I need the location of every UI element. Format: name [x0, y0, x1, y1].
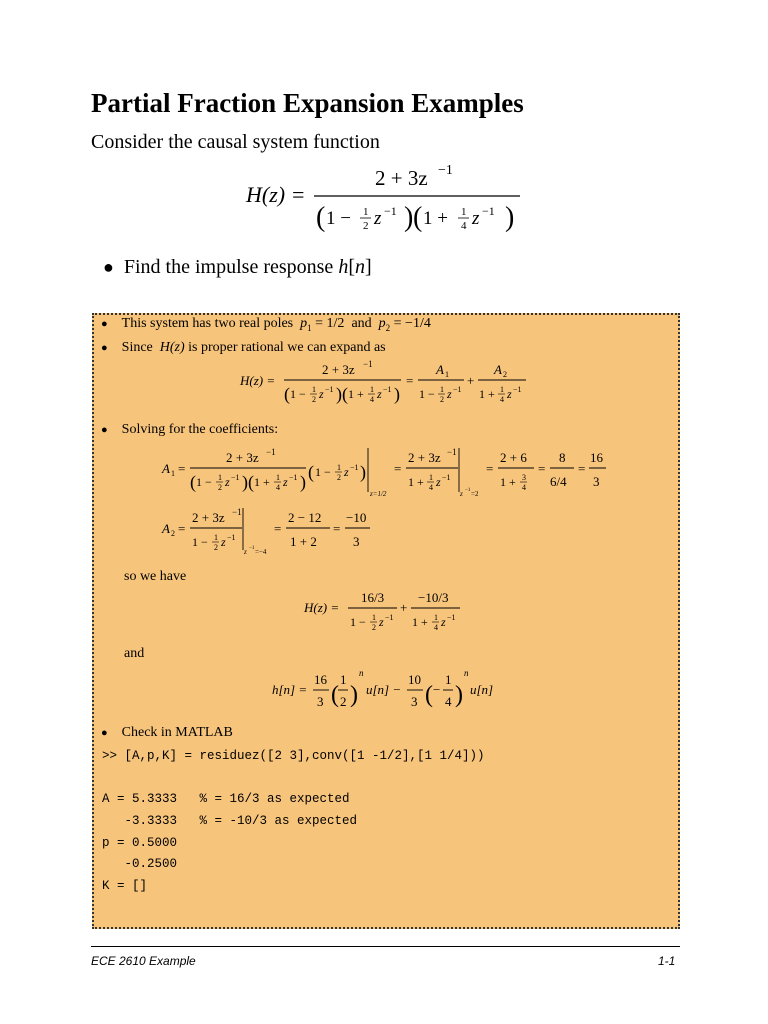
svg-text:3: 3 [522, 473, 526, 482]
svg-text:2: 2 [312, 395, 316, 404]
svg-text:1 −: 1 − [192, 535, 208, 549]
svg-text:z=1/2: z=1/2 [370, 490, 387, 498]
svg-text:1 +: 1 + [412, 615, 428, 629]
svg-text:−10/3: −10/3 [418, 590, 449, 605]
svg-text:16: 16 [590, 450, 603, 465]
svg-text:1: 1 [337, 463, 341, 472]
svg-text:2 + 6: 2 + 6 [500, 450, 527, 465]
svg-text:1: 1 [445, 370, 449, 379]
code-line-5: p = 0.5000 [102, 836, 178, 850]
svg-text:h[n] =: h[n] = [272, 682, 308, 697]
svg-text:1: 1 [218, 473, 222, 482]
paren-open-a: ( [316, 202, 326, 233]
page-title: Partial Fraction Expansion Examples [91, 88, 524, 118]
svg-text:1 +: 1 + [348, 387, 364, 401]
svg-text:): ) [300, 472, 306, 492]
svg-text:−1: −1 [266, 447, 276, 457]
svg-text:=: = [406, 373, 414, 388]
svg-text:−1: −1 [384, 204, 397, 218]
svg-text:3: 3 [317, 694, 324, 709]
svg-text:2 + 3z: 2 + 3z [226, 450, 259, 465]
svg-text:−1: −1 [289, 473, 298, 482]
svg-text:): ) [350, 682, 358, 708]
svg-text:A: A [436, 362, 444, 377]
paren-open-b: ( [413, 202, 423, 233]
eq-den-b: 1 + [423, 208, 448, 229]
svg-text:1: 1 [276, 473, 280, 482]
svg-text:H(z) =: H(z) = [304, 600, 340, 615]
eq-num-exp: −1 [438, 163, 453, 178]
svg-text:1: 1 [171, 469, 175, 478]
svg-text:(: ( [342, 384, 348, 404]
svg-text:1 −: 1 − [290, 387, 306, 401]
svg-text:z: z [447, 387, 452, 401]
svg-text:1 +: 1 + [408, 475, 424, 489]
svg-text:1 +: 1 + [500, 475, 516, 489]
svg-text:z: z [225, 475, 230, 489]
svg-text:2 + 3z: 2 + 3z [322, 362, 355, 377]
svg-text:1 +: 1 + [479, 387, 495, 401]
code-line-7: K = [] [102, 879, 148, 893]
svg-text:2: 2 [503, 370, 507, 379]
svg-text:1: 1 [370, 385, 374, 394]
svg-text:6/4: 6/4 [550, 474, 567, 489]
svg-text:z: z [221, 535, 226, 549]
svg-text:=: = [486, 461, 494, 476]
svg-text:−1: −1 [325, 385, 334, 394]
svg-text:z: z [319, 387, 324, 401]
code-line-3: A = 5.3333 % = 16/3 as expected [102, 792, 350, 806]
svg-text:−1: −1 [482, 204, 495, 218]
svg-text:2: 2 [337, 473, 341, 482]
svg-text:(: ( [425, 682, 433, 708]
svg-text:1 +: 1 + [254, 475, 270, 489]
code-line-4: -3.3333 % = -10/3 as expected [102, 814, 358, 828]
svg-text:8: 8 [559, 450, 566, 465]
svg-text:=: = [178, 461, 186, 476]
svg-text:−1: −1 [385, 613, 394, 622]
svg-text:1 −: 1 − [196, 475, 212, 489]
svg-text:−1: −1 [231, 473, 240, 482]
svg-text:=: = [538, 461, 546, 476]
svg-text:2: 2 [440, 395, 444, 404]
svg-text:z: z [472, 208, 480, 229]
svg-text:−: − [433, 682, 441, 697]
svg-text:1: 1 [429, 473, 433, 482]
svg-text:−1: −1 [227, 533, 236, 542]
bullet-dot: ● [103, 257, 114, 277]
svg-text:−10: −10 [346, 510, 367, 525]
svg-text:3: 3 [411, 694, 418, 709]
svg-text:4: 4 [370, 395, 374, 404]
svg-text:(: ( [308, 462, 314, 482]
bullet-solving: ● Solving for the coefficients: [101, 422, 279, 437]
svg-text:H(z) =: H(z) = [240, 373, 276, 388]
svg-text:+: + [467, 373, 475, 388]
svg-text:A: A [162, 521, 170, 536]
svg-text:1 −: 1 − [419, 387, 435, 401]
eq-den-a-fn: 1 [363, 206, 369, 218]
svg-text:2: 2 [372, 623, 376, 632]
svg-text:=: = [178, 521, 186, 536]
svg-text:−1: −1 [350, 463, 359, 472]
bullet-proper-rational: ● Since H(z) is proper rational we can expand as [101, 340, 386, 355]
impulse-response-equation [270, 666, 500, 716]
a1-equation [160, 444, 610, 500]
svg-text:16/3: 16/3 [361, 590, 385, 605]
svg-text:z: z [344, 465, 349, 479]
svg-text:1: 1 [500, 385, 504, 394]
svg-text:−1: −1 [465, 488, 471, 493]
svg-text:): ) [360, 462, 366, 482]
eq-den-a: 1 − [326, 208, 351, 229]
svg-text:4: 4 [522, 483, 526, 492]
svg-text:=2: =2 [471, 490, 479, 498]
paren-close-b: ) [505, 202, 515, 233]
expansion-equation [236, 358, 536, 410]
eq-lhs: H(z) = [246, 182, 306, 207]
svg-text:n: n [464, 668, 469, 678]
svg-text:z: z [377, 387, 382, 401]
footer-rule [91, 946, 680, 947]
svg-text:): ) [242, 472, 248, 492]
svg-text:z: z [283, 475, 288, 489]
svg-text:−1: −1 [453, 385, 462, 394]
a2-equation [160, 506, 420, 558]
svg-text:−1: −1 [363, 359, 373, 369]
svg-text:2: 2 [171, 529, 175, 538]
svg-text:n: n [359, 668, 364, 678]
svg-text:=: = [274, 521, 282, 536]
svg-text:=: = [394, 461, 402, 476]
svg-text:A: A [162, 461, 170, 476]
svg-text:): ) [336, 384, 342, 404]
svg-text:1: 1 [461, 206, 467, 218]
footer-page-number: 1-1 [658, 954, 676, 968]
svg-text:16: 16 [314, 672, 327, 687]
svg-text:z: z [436, 475, 441, 489]
svg-text:u[n]: u[n] [470, 682, 494, 697]
so-we-have-text: so we have [124, 569, 187, 584]
svg-text:3: 3 [593, 474, 600, 489]
svg-text:−1: −1 [447, 447, 457, 457]
svg-text:−1: −1 [249, 546, 255, 551]
svg-text:1: 1 [312, 385, 316, 394]
svg-text:1: 1 [445, 672, 452, 687]
svg-text:−1: −1 [442, 473, 451, 482]
svg-text:=: = [578, 461, 586, 476]
svg-text:u[n] −: u[n] − [366, 682, 402, 697]
svg-text:4: 4 [500, 395, 504, 404]
svg-text:4: 4 [461, 220, 467, 232]
footer-left: ECE 2610 Example [91, 954, 196, 968]
svg-text:1 −: 1 − [350, 615, 366, 629]
hz-result-equation [300, 586, 470, 636]
and-text: and [124, 646, 145, 661]
svg-text:4: 4 [434, 623, 438, 632]
svg-text:=−4: =−4 [255, 548, 267, 556]
svg-text:1 −: 1 − [315, 465, 331, 479]
svg-text:+: + [400, 600, 408, 615]
eq-num: 2 + 3z [375, 166, 428, 190]
svg-text:−1: −1 [232, 507, 242, 517]
svg-text:−1: −1 [513, 385, 522, 394]
svg-text:1: 1 [434, 613, 438, 622]
svg-text:2 − 12: 2 − 12 [288, 510, 322, 525]
svg-text:1: 1 [214, 533, 218, 542]
svg-text:(: ( [331, 682, 339, 708]
code-line-1: >> [A,p,K] = residuez([2 3],conv([1 -1/2],[1 1/4])) [102, 749, 485, 763]
svg-text:1: 1 [340, 672, 347, 687]
svg-text:): ) [394, 384, 400, 404]
svg-text:1: 1 [372, 613, 376, 622]
svg-text:A: A [494, 362, 502, 377]
svg-text:2 + 3z: 2 + 3z [408, 450, 441, 465]
svg-text:(: ( [284, 384, 290, 404]
svg-text:z: z [244, 548, 247, 556]
svg-text:z: z [507, 387, 512, 401]
svg-text:4: 4 [429, 483, 433, 492]
svg-text:z: z [374, 208, 382, 229]
svg-text:=: = [333, 521, 341, 536]
eq-den-a-fd: 2 [363, 220, 369, 232]
code-line-6: -0.2500 [102, 857, 178, 871]
svg-text:2: 2 [340, 694, 347, 709]
bullet-poles: ● This system has two real poles $p_1 = 1/2$ and $p_2 = -1/4$ [101, 316, 431, 333]
paren-close-a: ) [404, 202, 414, 233]
svg-text:3: 3 [353, 534, 360, 549]
svg-text:(: ( [190, 472, 196, 492]
svg-text:4: 4 [276, 483, 280, 492]
svg-text:4: 4 [445, 694, 452, 709]
main-equation [240, 160, 540, 240]
bullet-impulse-response: ● Find the impulse response h[n] [103, 256, 372, 278]
svg-text:1 + 2: 1 + 2 [290, 534, 317, 549]
svg-text:2: 2 [218, 483, 222, 492]
svg-text:−1: −1 [383, 385, 392, 394]
svg-text:z: z [441, 615, 446, 629]
svg-text:−1: −1 [447, 613, 456, 622]
svg-text:2 + 3z: 2 + 3z [192, 510, 225, 525]
svg-text:z: z [460, 490, 463, 498]
svg-text:1: 1 [440, 385, 444, 394]
intro-text: Consider the causal system function [91, 131, 380, 153]
svg-text:(: ( [248, 472, 254, 492]
bullet-matlab: ● Check in MATLAB [101, 725, 233, 740]
svg-text:z: z [379, 615, 384, 629]
svg-text:2: 2 [214, 543, 218, 552]
svg-text:10: 10 [408, 672, 421, 687]
svg-text:): ) [455, 682, 463, 708]
